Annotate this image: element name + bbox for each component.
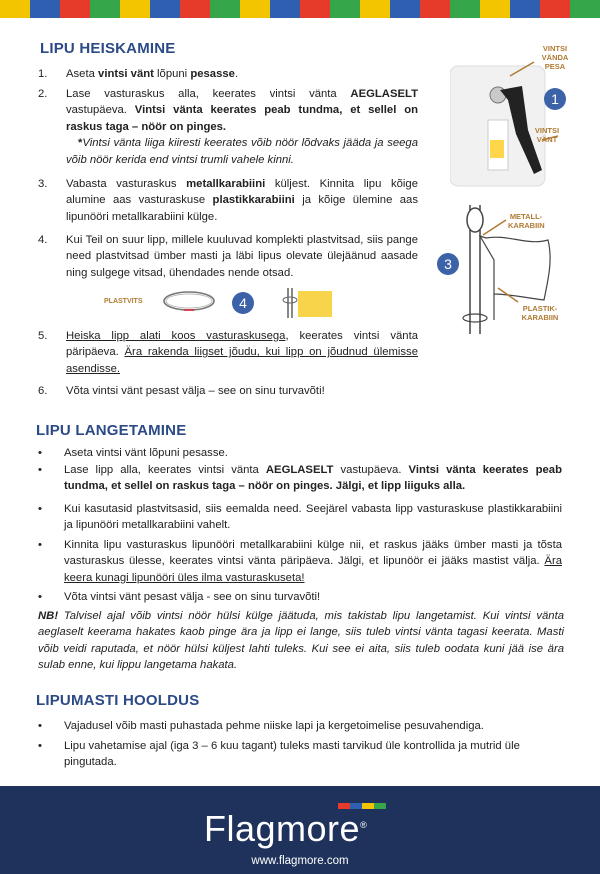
website-link[interactable]: www.flagmore.com [251,855,349,867]
step-3-badge: 3 [437,253,459,275]
color-block [300,0,330,18]
color-block [420,0,450,18]
color-block [0,0,30,18]
list-item: • Lipu vahetamise ajal (iga 3 – 6 kuu tagant) tuleks masti tarvikud üle kontrollida ja mutrid üle pingutada. [38,740,520,769]
color-block [270,0,300,18]
section-title-langetamine: LIPU LANGETAMINE [36,422,187,439]
flag-on-pole-illustration [276,288,336,318]
plastvits-ring-illustration [160,288,220,316]
color-block [390,0,420,18]
step-4-badge: 4 [232,292,254,314]
color-block [30,0,60,18]
color-block [120,0,150,18]
list-item: 2. Lase vasturaskus alla, keerates vintsi vänta AEGLASELT vastupäeva. Vintsi vänta keerates peab tundma, et sellel on raskus taga – nöör on pinges. *Vintsi vänta liiga kiiresti keerates võib nöör lõdvaks jääda ja seega võib nöör kerida end vintsi trumli vahele kinni. [38,88,418,166]
list-item: 3. Vabasta vasturaskus metallkarabiini küljest. Kinnita lipu kõige alumine aas vasturaskuse plastikkarabiini ja kõige ülemine aas lipunööri metallkarabiini külge. [38,178,418,223]
color-block [510,0,540,18]
color-block [240,0,270,18]
logo-color-bar [374,803,386,809]
color-block [330,0,360,18]
color-block [450,0,480,18]
flagmore-logo: Flagmore® [204,808,368,849]
list-item: 5. Heiska lipp alati koos vasturaskusega, keerates vintsi vänta päripäeva. Ära rakenda liigset jõudu, kui lipp on jõudnud ülemisse asendisse. [38,330,418,375]
color-block [90,0,120,18]
winter-note: NB! Talvisel ajal võib vintsi nöör hülsi külge jäätuda, mis takistab lipu langetamist. Kui vintsi vänta aeglaselt keerama hakates kaob pinge ära ja lipp ei lange, siis tuleb vintsi vänta tagasi keerata. Masti võib veidi raputada, et nöör hülsi küljest lahti tuleks. Kui see ei aita, siis tuleb oodata kuni jää ise ära sulab enne, kui lippu langetama hakata. [38,610,564,672]
plastvits-label: PLASTVITS [104,298,143,305]
list-item: 1. Aseta vintsi vänt lõpuni pesasse. [38,68,239,80]
color-block [570,0,600,18]
list-item: • Võta vintsi vänt pesast välja - see on sinu turvavõti! [38,591,321,603]
list-item: 6. Võta vintsi vänt pesast välja – see on sinu turvavõti! [38,385,325,397]
section-title-hooldus: LIPUMASTI HOOLDUS [36,692,200,709]
top-color-bar [0,0,600,18]
list-item: • Lase lipp alla, keerates vintsi vänta AEGLASELT vastupäeva. Vintsi vänta keerates peab tundma, et sellel on raskus taga – nöör on pinges. Jälgi, et lipp liiguks alla. [38,464,562,493]
label-vintsi-vant: VINTSI VÄNT [534,126,560,144]
label-plastik-karabiin: PLASTIK-KARABIIN [521,304,559,322]
list-item: • Aseta vintsi vänt lõpuni pesasse. [38,447,228,459]
winch-illustration [450,60,580,190]
color-block [540,0,570,18]
list-item: • Kui kasutasid plastvitsasid, siis eemalda need. Seejärel vabasta lipp vasturaskuse plastikkarabiini ja lipunööri metallkarabiini vahelt. [38,503,562,532]
list-item: • Kinnita lipu vasturaskus lipunööri metallkarabiini külge nii, et raskus jääks ümber masti ja tõsta vasturaskus ülesse, keerates vintsi vänta päripäeva. Jälgi, et lipunöör ei jääks mastist välja. Ära keera kunagi lipunööri üles ilma vasturaskuseta! [38,539,562,584]
color-block [150,0,180,18]
color-block [180,0,210,18]
label-vintsi-vanda-pesa: VINTSI VÄNDA PESA [541,44,569,71]
color-block [360,0,390,18]
list-item: • Vajadusel võib masti puhastada pehme niiske lapi ja kergetoimelise pesuvahendiga. [38,720,484,732]
color-block [210,0,240,18]
color-block [480,0,510,18]
label-metall-karabiin: METALL-KARABIIN [508,212,545,230]
color-block [60,0,90,18]
step-1-badge: 1 [544,88,566,110]
list-item: 4. Kui Teil on suur lipp, millele kuuluvad komplekti plastvitsad, siis pange need plastvitsad ümber masti ja läbi lipus olevate ülejäänud aasade ning sulgege vitsad, ühendades nende otsad. [38,234,418,279]
section-title-heiskamine: LIPU HEISKAMINE [40,40,176,57]
